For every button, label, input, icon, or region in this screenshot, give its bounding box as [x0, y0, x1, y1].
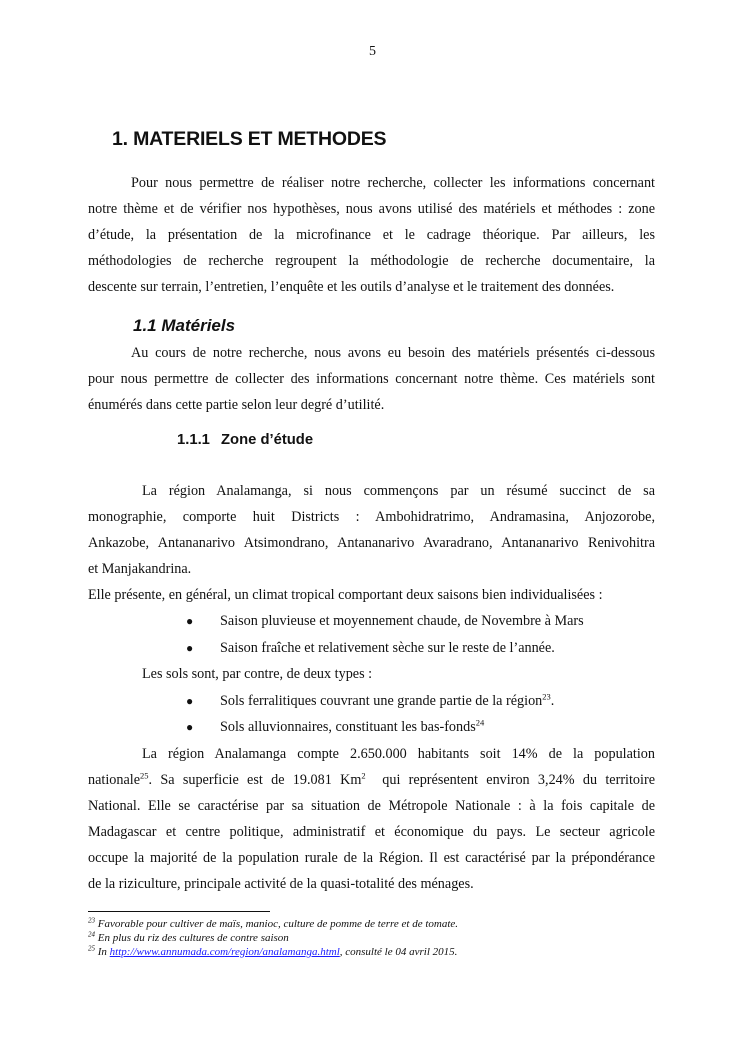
text-line: Madagascar et centre politique, administratif et économique du pays. Le secteur agricole — [88, 824, 655, 840]
text-line: notre thème et de vérifier nos hypothèses, nous avons utilisé des matériels et méthodes : zone — [88, 201, 655, 217]
footnote-ref: 24 — [475, 717, 485, 728]
text-line: Ankazobe, Antananarivo Atsimondrano, Antananarivo Avaradrano, Antananarivo Renivohitra — [88, 535, 655, 551]
climate-intro: Elle présente, en général, un climat tropical comportant deux saisons bien individualisées : — [88, 587, 603, 603]
text-line: monographie, comporte huit Districts : Ambohidratrimo, Andramasina, Anjozorobe, — [88, 509, 655, 525]
bullet-icon: ● — [186, 614, 194, 628]
heading-title: Zone d’étude — [221, 432, 314, 448]
bullet-item — [186, 688, 554, 714]
intro-paragraph — [88, 170, 655, 300]
text-fragment: qui représentent environ 3,24% du territoire — [365, 772, 655, 788]
footnotes — [88, 918, 458, 959]
text-line: de la riziculture, principale activité de la quasi-totalité des ménages. — [88, 876, 474, 892]
text-line: méthodologies de recherche regroupent la méthodologie de recherche documentaire, la — [88, 253, 655, 269]
footnote-number: 25 — [88, 943, 95, 952]
text-line: et Manjakandrina. — [88, 561, 192, 577]
footnote-text: Favorable pour cultiver de maïs, manioc, culture de pomme de terre et de tomate. — [95, 918, 459, 930]
footnote-ref: 25 — [140, 770, 149, 781]
page-number: 5 — [369, 44, 376, 59]
text-line: Au cours de notre recherche, nous avons eu besoin des matériels présentés ci-dessous — [131, 345, 655, 361]
region-paragraph — [88, 478, 655, 582]
text-line: énumérés dans cette partie selon leur degré d’utilité. — [88, 397, 385, 413]
text-line — [88, 767, 655, 793]
text-fragment: . Sa superficie est de 19.081 Km — [148, 772, 362, 788]
bullet-item — [186, 608, 584, 634]
footnote-divider — [88, 911, 270, 912]
bullet-text: Sols ferralitiques couvrant une grande partie de la région — [220, 693, 543, 709]
text-line: La région Analamanga compte 2.650.000 habitants soit 14% de la population — [142, 746, 655, 762]
footnote-ref: 23 — [542, 691, 551, 702]
heading-number: 1.1.1 — [177, 432, 210, 448]
footnote-24 — [88, 932, 458, 946]
bullet-text: Saison fraîche et relativement sèche sur le reste de l’année. — [220, 640, 555, 656]
soils-intro: Les sols sont, par contre, de deux types : — [142, 666, 373, 682]
text-line: Pour nous permettre de réaliser notre recherche, collecter les informations concernant — [131, 175, 655, 191]
materiels-paragraph — [88, 340, 655, 418]
text-line: pour nous permettre de collecter des informations concernant notre thème. Ces matériels sont — [88, 371, 655, 387]
footnote-25 — [88, 943, 458, 960]
text-line: National. Elle se caractérise par sa situation de Métropole Nationale : à la fois capitale de — [88, 798, 655, 814]
footnote-text: In — [95, 945, 110, 958]
bullet-icon: ● — [186, 641, 194, 655]
bullet-icon: ● — [186, 694, 194, 708]
bullet-text: Saison pluvieuse et moyennement chaude, de Novembre à Mars — [220, 613, 584, 629]
footnote-link[interactable]: http://www.annumada.com/region/analamanga.html — [109, 945, 340, 958]
subsection-heading-materiels: 1.1 Matériels — [133, 316, 236, 335]
footnote-text: , consulté le 04 avril 2015. — [339, 945, 458, 958]
bullet-item — [186, 635, 555, 661]
population-paragraph — [88, 741, 655, 897]
text-fragment: nationale — [88, 772, 140, 788]
bullet-text: Sols alluvionnaires, constituant les bas-fonds — [220, 719, 476, 735]
superscript-2: 2 — [361, 770, 366, 781]
text-line: La région Analamanga, si nous commençons par un résumé succinct de sa — [142, 483, 655, 499]
bullet-icon: ● — [186, 720, 194, 734]
footnote-number: 24 — [88, 930, 95, 939]
bullet-item — [186, 714, 484, 740]
text-line: d’étude, la présentation de la microfinance et le cadrage théorique. Par ailleurs, les — [88, 227, 655, 243]
footnote-23 — [88, 918, 458, 932]
footnote-text: En plus du riz des cultures de contre saison — [95, 931, 289, 944]
section-heading-materiels-methodes: 1. MATERIELS ET METHODES — [112, 128, 387, 150]
footnote-number: 23 — [88, 916, 95, 925]
subsubsection-heading-zone-etude — [177, 432, 313, 448]
bullet-text-end: . — [550, 693, 555, 709]
text-line: occupe la majorité de la population rurale de la Région. Il est caractérisé par la prépondérance — [88, 850, 655, 866]
text-line: descente sur terrain, l’entretien, l’enquête et les outils d’analyse et le traitement des données. — [88, 279, 615, 295]
